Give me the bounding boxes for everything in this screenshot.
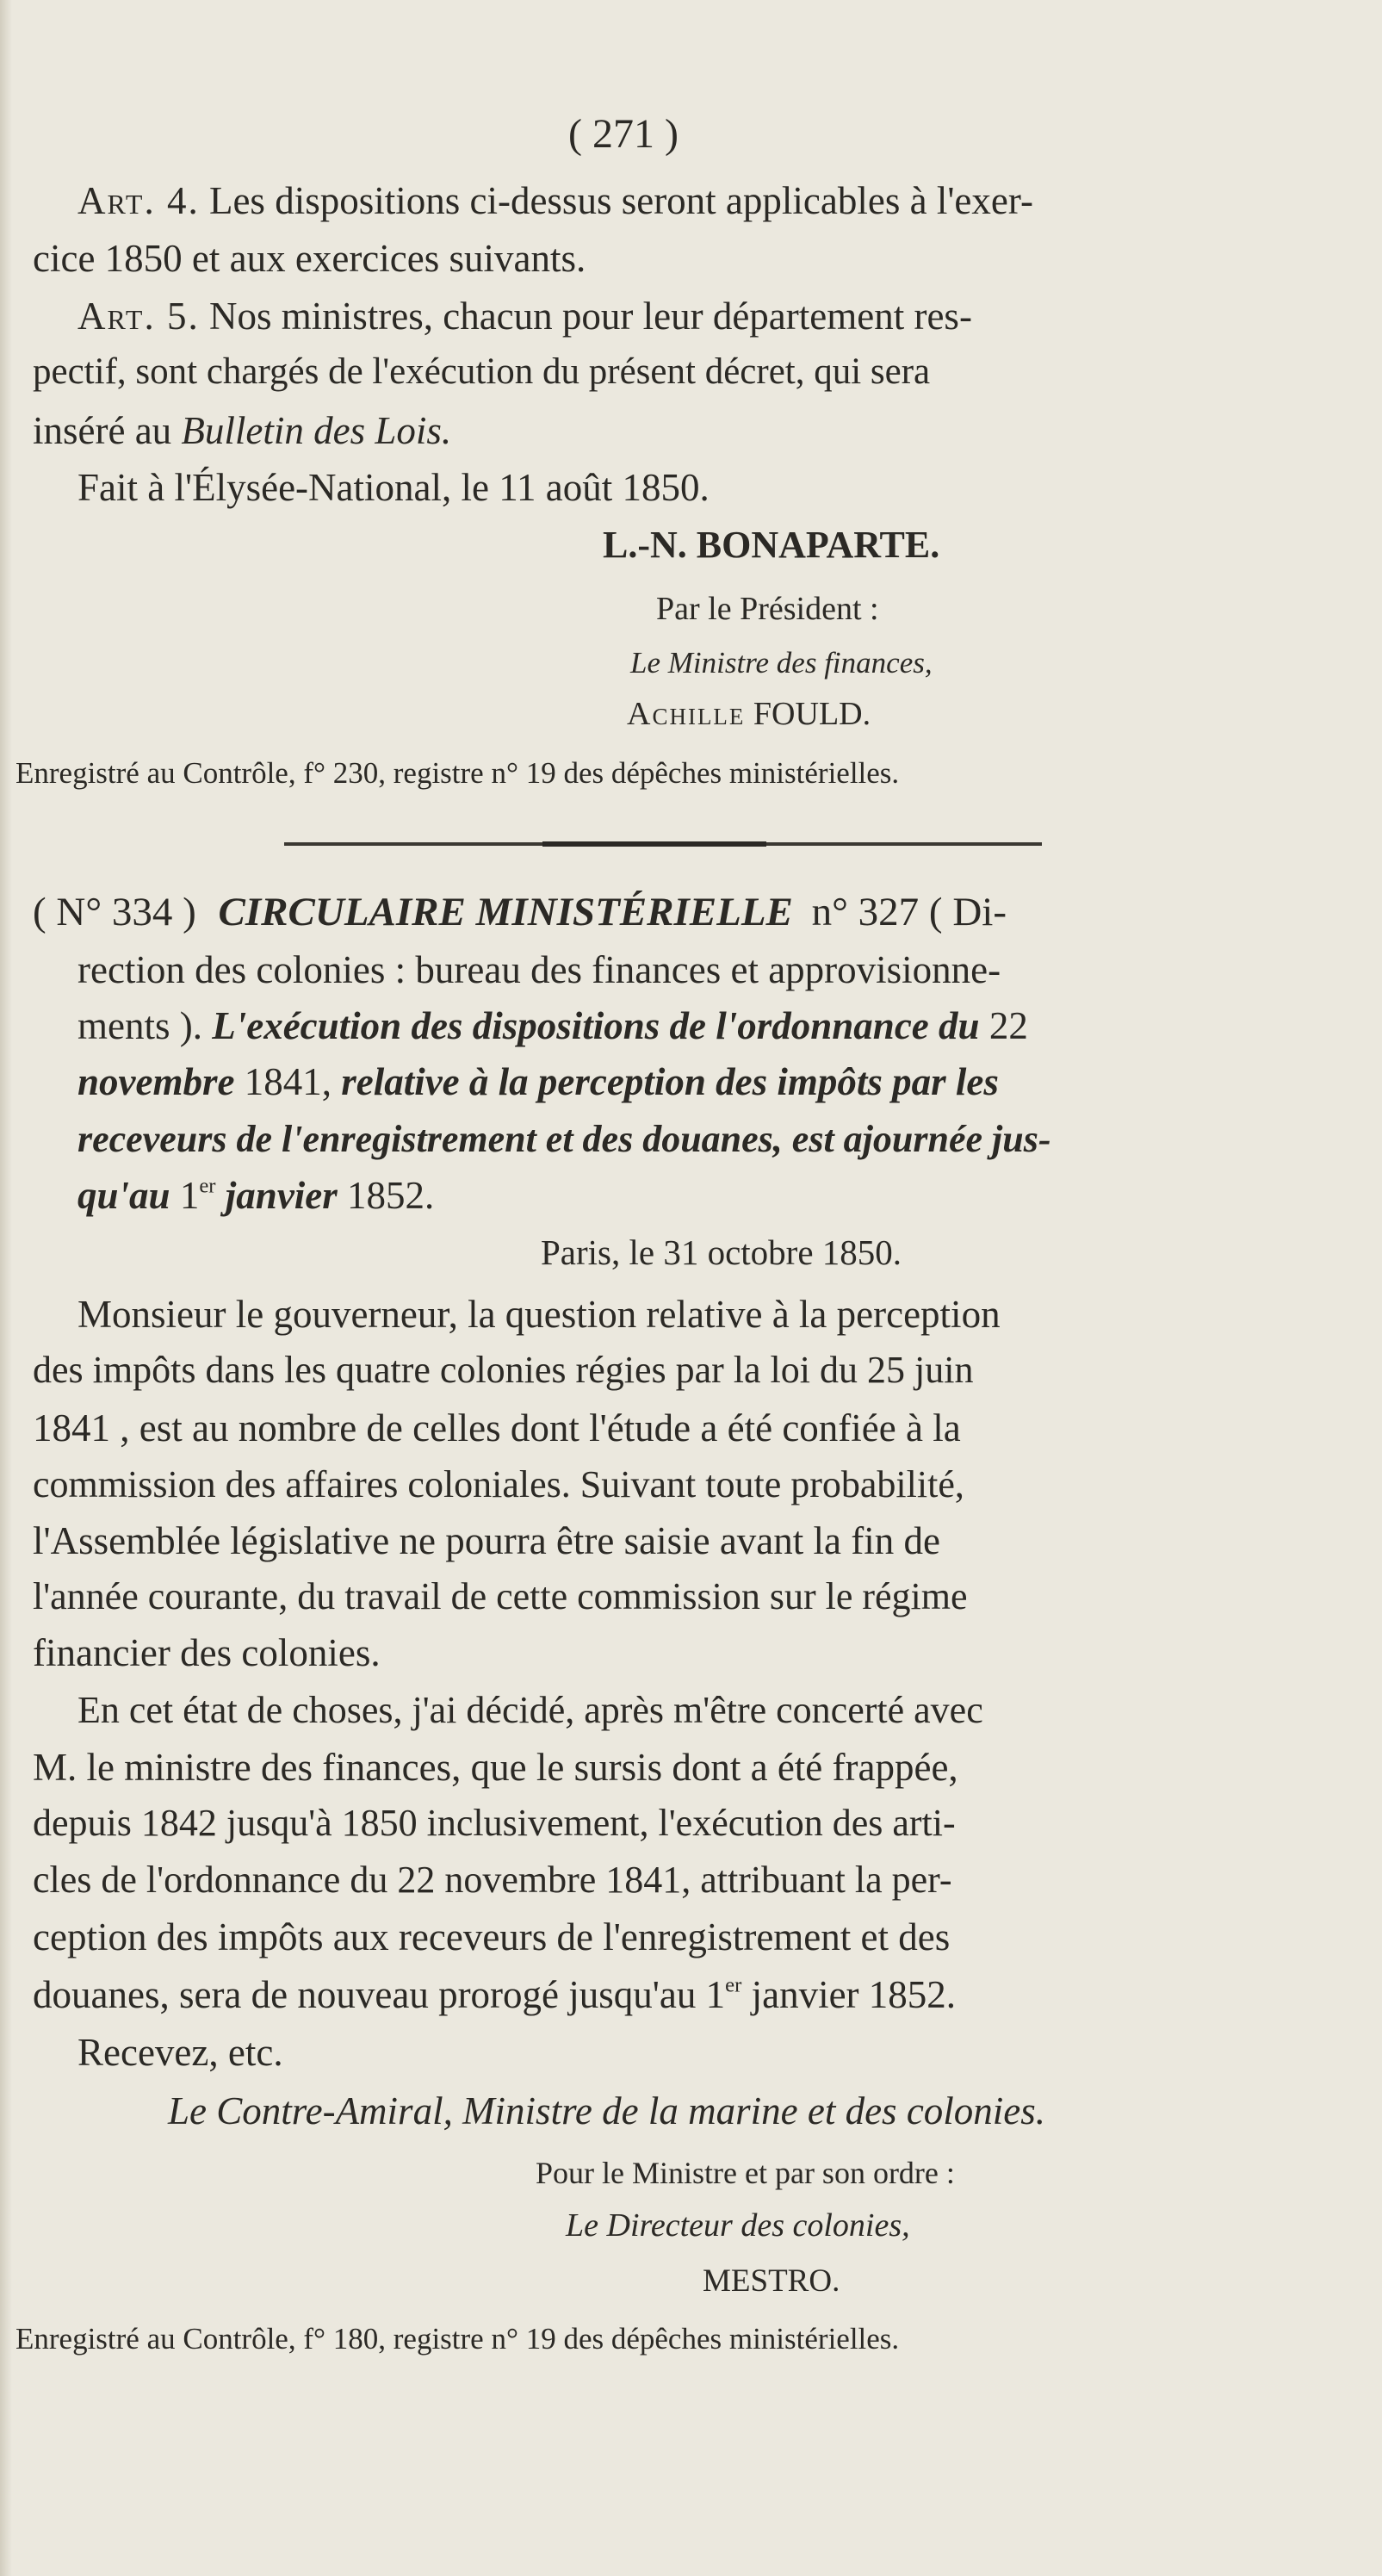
art5-line3 [33, 408, 451, 453]
art4-text1: Les dispositions ci-dessus seront applicables à l'exer- [208, 179, 1033, 222]
fait-line: Fait à l'Élysée-National, le 11 août 1850. [77, 466, 710, 509]
circulaire-line6-d: 1852. [347, 1174, 435, 1217]
circulaire-line2: rection des colonies : bureau des finances et approvisionne- [77, 948, 1001, 991]
page-edge-shadow [0, 0, 12, 2576]
circulaire-line6-a: qu'au [77, 1174, 170, 1217]
circulaire-line4-a: novembre [77, 1060, 235, 1103]
p1-line7: financier des colonies. [33, 1631, 381, 1674]
p1-line2: des impôts dans les quatre colonies régies par la loi du 25 juin [33, 1349, 974, 1391]
circulaire-line6 [77, 1173, 434, 1218]
p2-line1: En cet état de choses, j'ai décidé, après m'être concerté avec [77, 1689, 983, 1731]
circulaire-line6-b: 1 [179, 1174, 200, 1217]
circulaire-line3 [77, 1003, 1028, 1048]
circulaire-title: CIRCULAIRE MINISTÉRIELLE [218, 890, 793, 934]
signature-bonaparte: L.-N. BONAPARTE. [603, 524, 940, 566]
circulaire-line4 [77, 1059, 999, 1104]
ministre-des-finances: Le Ministre des finances, [630, 646, 933, 680]
art5-line1 [77, 294, 972, 338]
circulaire-title-number: n° 327 ( Di- [811, 890, 1007, 934]
p2-line6 [33, 1972, 956, 2017]
circulaire-line3-b: L'exécution des dispositions de l'ordonnance du [212, 1004, 980, 1047]
art4-line1 [77, 178, 1033, 223]
p1-line3: 1841 , est au nombre de celles dont l'étude a été confiée à la [33, 1406, 961, 1449]
circulaire-line3-a: ments ). [77, 1004, 202, 1047]
par-le-president: Par le Président : [656, 591, 879, 627]
art4-line2: cice 1850 et aux exercices suivants. [33, 237, 586, 280]
circulaire-line3-c: 22 [988, 1004, 1028, 1047]
art5-text3: inséré au [33, 409, 182, 452]
art4-label: Art. 4. [77, 179, 200, 222]
p2-line4: cles de l'ordonnance du 22 novembre 1841, attribuant la per- [33, 1859, 952, 1901]
circulaire-line5: receveurs de l'enregistrement et des douanes, est ajournée jus- [77, 1118, 1051, 1160]
contre-amiral-line: Le Contre-Amiral, Ministre de la marine et des colonies. [168, 2089, 1046, 2132]
p2-line3: depuis 1842 jusqu'à 1850 inclusivement, l'exécution des arti- [33, 1802, 956, 1844]
fould-last-name: FOULD. [753, 696, 871, 732]
circulaire-line6-c: janvier [225, 1174, 338, 1217]
page-number: ( 271 ) [568, 111, 679, 157]
signature-fould [627, 695, 871, 733]
circulaire-line4-c: relative à la perception des impôts par les [341, 1060, 999, 1103]
p2-line6-a: douanes, sera de nouveau prorogé jusqu'au 1 [33, 1973, 726, 2016]
circulaire-title-line [33, 889, 1007, 935]
p1-line6: l'année courante, du travail de cette commission sur le régime [33, 1575, 968, 1617]
p1-line4: commission des affaires coloniales. Suivant toute probabilité, [33, 1463, 964, 1505]
p2-line2: M. le ministre des finances, que le sursis dont a été frappée, [33, 1746, 958, 1789]
circulaire-date: Paris, le 31 octobre 1850. [541, 1232, 902, 1272]
separator-rule [284, 842, 1042, 846]
p1-line5: l'Assemblée législative ne pourra être saisie avant la fin de [33, 1519, 940, 1562]
bulletin-des-lois: Bulletin des Lois. [181, 409, 452, 452]
signature-mestro: MESTRO. [703, 2263, 840, 2299]
art5-text1: Nos ministres, chacun pour leur département res- [208, 295, 972, 338]
pour-le-ministre: Pour le Ministre et par son ordre : [536, 2156, 955, 2190]
p2-line6-sup: er [725, 1973, 742, 1997]
art5-line2: pectif, sont chargés de l'exécution du présent décret, qui sera [33, 351, 931, 392]
registre-note-1: Enregistré au Contrôle, f° 230, registre n° 19 des dépêches ministérielles. [15, 756, 900, 790]
circulaire-number: ( N° 334 ) [33, 890, 196, 934]
circulaire-line4-b: 1841, [244, 1060, 332, 1103]
recevez-line: Recevez, etc. [77, 2031, 283, 2074]
registre-note-2: Enregistré au Contrôle, f° 180, registre n° 19 des dépêches ministérielles. [15, 2322, 900, 2356]
art5-label: Art. 5. [77, 295, 200, 338]
p2-line5: ception des impôts aux receveurs de l'enregistrement et des [33, 1915, 951, 1958]
p2-line6-b: janvier 1852. [741, 1973, 957, 2016]
directeur-des-colonies: Le Directeur des colonies, [566, 2207, 910, 2244]
circulaire-line6-sup: er [199, 1174, 216, 1198]
fould-first-name: Achille [627, 696, 746, 732]
p1-line1: Monsieur le gouverneur, la question relative à la perception [77, 1293, 1001, 1336]
